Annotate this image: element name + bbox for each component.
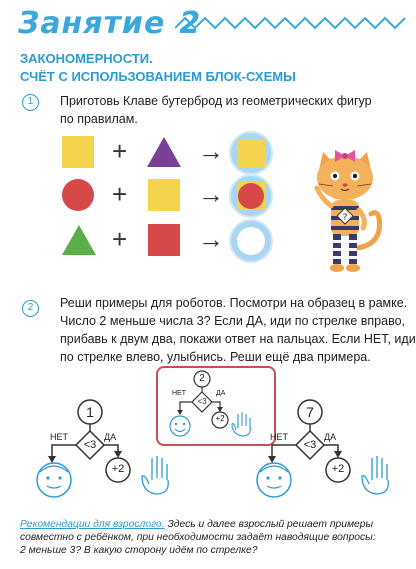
left-add-label: +2 [111,463,125,475]
left-yes-label: ДА [104,432,117,442]
advice-lead: Рекомендации для взрослого. [20,519,165,530]
right-condition-label: <3 [303,439,317,451]
cat-klava-illustration [305,148,385,276]
sample-start-number: 2 [199,373,205,384]
task-2-line-2: Число 2 меньше числа 3? Если ДА, иди по стрелке вправо, [60,314,406,328]
red-square-shape [148,224,180,256]
green-triangle-shape [60,222,98,258]
task-2-text [60,294,416,366]
arrow-right-icon: → [198,224,224,254]
task-2-line-4: по стрелке влево, улыбнись. Реши ещё два примера. [60,350,371,364]
left-condition-label: <3 [83,439,97,451]
yellow-square-shape [148,179,180,211]
plus-sign: + [112,224,128,254]
task-1-text [60,92,372,128]
lesson-title-word: Занятие [18,6,166,41]
sample-no-label: НЕТ [172,390,186,397]
right-no-label: НЕТ [270,432,288,442]
task-2-line-3: прибавь к двум два, покажи ответ на пальцах. Если НЕТ, иди [60,332,416,346]
left-example-flowchart [30,398,180,508]
lesson-title [18,6,201,41]
arrow-right-icon: → [198,179,224,209]
task-1-number: 1 [22,94,39,111]
arrow-right-icon: → [198,136,224,166]
plus-sign: + [112,179,128,209]
right-yes-label: ДА [324,432,337,442]
red-circle-shape [60,177,96,213]
yellow-square-shape [62,136,94,168]
task-2-number: 2 [22,300,39,317]
decorative-zigzag [175,12,410,34]
result-square-on-circle [228,130,274,176]
topic-line-1: ЗАКОНОМЕРНОСТИ. [20,51,153,66]
svg-text:?: ? [342,213,348,223]
topic-line-2: СЧЁТ С ИСПОЛЬЗОВАНИЕМ БЛОК-СХЕМЫ [20,69,296,84]
result-circle-on-circle [228,173,274,219]
lesson-title-number: 2 [179,6,202,41]
task-1-line-1: Приготовь Клаве бутерброд из геометрических фигур [60,94,372,108]
right-example-flowchart [250,398,400,508]
adult-advice [20,518,408,557]
task-1-line-2: по правилам. [60,112,138,126]
advice-line-2: совместно с ребёнком, при необходимости задаёт наводящие вопросы: [20,532,376,543]
purple-triangle-shape [144,134,184,170]
lesson-header [0,0,416,50]
sample-add-label: +2 [215,414,225,423]
sample-condition-label: <3 [197,397,207,406]
left-no-label: НЕТ [50,432,68,442]
right-start-number: 7 [306,404,314,420]
lesson-topic [20,50,296,86]
advice-line-1: Здесь и далее взрослый решает примеры [164,519,374,530]
advice-line-3: 2 меньше 3? В какую сторону идём по стрелке? [20,545,258,556]
task-2-line-1: Реши примеры для роботов. Посмотри на образец в рамке. [60,296,408,310]
left-start-number: 1 [86,404,94,420]
plus-sign: + [112,136,128,166]
result-empty-ring [228,218,274,264]
right-add-label: +2 [331,463,345,475]
sample-yes-label: ДА [216,390,226,397]
